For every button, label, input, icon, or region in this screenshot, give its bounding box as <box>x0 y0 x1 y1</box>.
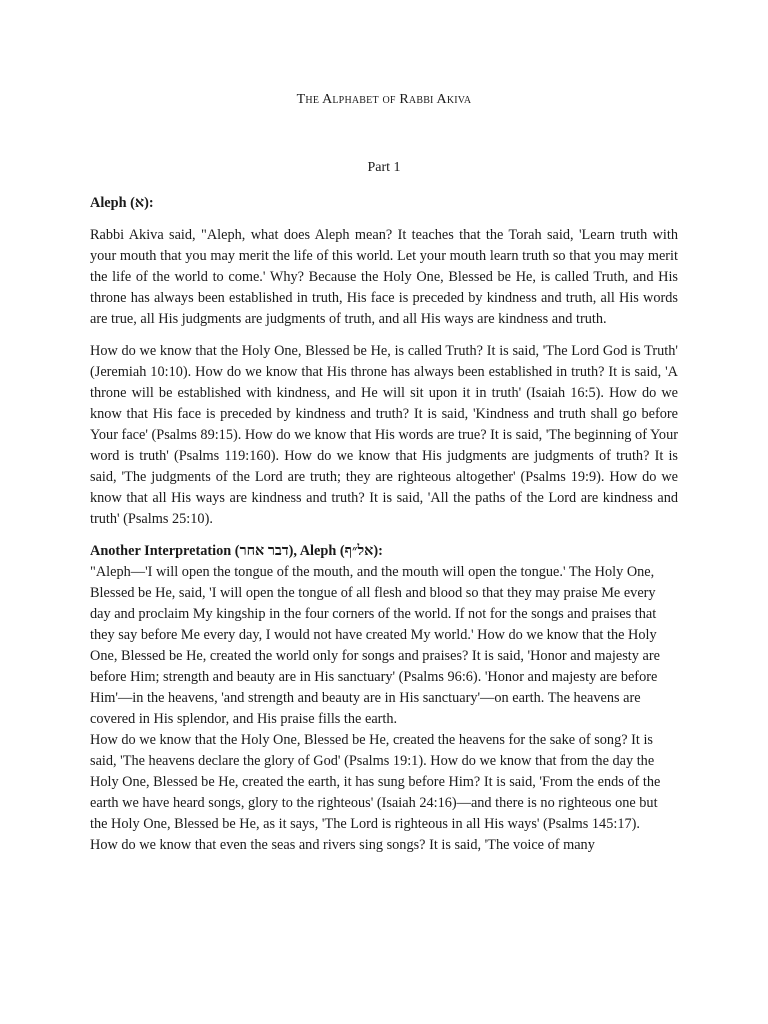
paragraph: How do we know that the Holy One, Blessed be He, is called Truth? It is said, 'The Lord God is Truth' (Jeremiah 10:10). How do we know that His throne has always been established in truth? It is said, 'A throne will be established with kindness, and He will sit upon it in truth' (Isaiah 16:5). How do we know that His face is preceded by kindness and truth? It is said, 'Kindness and truth shall go before Your face' (Psalms 89:15). How do we know that His words are true? It is said, 'The beginning of Your word is truth' (Psalms 119:160). How do we know that His judgments are judgments of truth? It is said, 'The judgments of the Lord are truth; they are righteous altogether' (Psalms 19:9). How do we know that all His ways are kindness and truth? It is said, 'All the paths of the Lord are kindness and truth' (Psalms 25:10). <box>90 343 678 527</box>
paragraph: How do we know that even the seas and rivers sing songs? It is said, 'The voice of many <box>90 837 595 853</box>
section-heading-another-interpretation: Another Interpretation (דבר אחר), Aleph (אל״ף): <box>90 543 383 559</box>
section-heading-aleph: Aleph (א): <box>90 195 154 211</box>
document-title: The Alphabet of Rabbi Akiva <box>296 92 472 107</box>
paragraph: "Aleph—'I will open the tongue of the mouth, and the mouth will open the tongue.' The Holy One, Blessed be He, said, 'I will open the tongue of all flesh and blood so that they may praise Me every day and proclaim My kingship in the four corners of the world. If not for the songs and praises that they say before Me every day, I would not have created My world.' How do we know that the Holy One, Blessed be He, created the world only for songs and praises? It is said, 'Honor and majesty are before Him; strength and beauty are in His sanctuary' (Psalms 96:6). 'Honor and majesty are before Him'—in the heavens, 'and strength and beauty are in His sanctuary'—on earth. The heavens are covered in His splendor, and His praise fills the earth. <box>90 564 660 727</box>
paragraph: How do we know that the Holy One, Blessed be He, created the heavens for the sake of song? It is said, 'The heavens declare the glory of God' (Psalms 19:1). How do we know that from the day the Holy One, Blessed be He, created the earth, it has sung before Him? It is said, 'From the ends of the earth we have heard songs, glory to the righteous' (Isaiah 24:16)—and there is no righteous one but the Holy One, Blessed be He, as it says, 'The Lord is righteous in all His ways' (Psalms 145:17). <box>90 732 661 832</box>
paragraph: Rabbi Akiva said, "Aleph, what does Aleph mean? It teaches that the Torah said, 'Learn truth with your mouth that you may merit the life of this world. Let your mouth learn truth so that you may merit the life of the world to come.' Why? Because the Holy One, Blessed be He, is called Truth, and His throne has always been established in truth, His face is preceded by kindness and truth, all His words are true, all His judgments are judgments of truth, and all His ways are kindness and truth. <box>90 227 678 327</box>
part-label: Part 1 <box>367 160 401 175</box>
document-body <box>90 193 678 856</box>
